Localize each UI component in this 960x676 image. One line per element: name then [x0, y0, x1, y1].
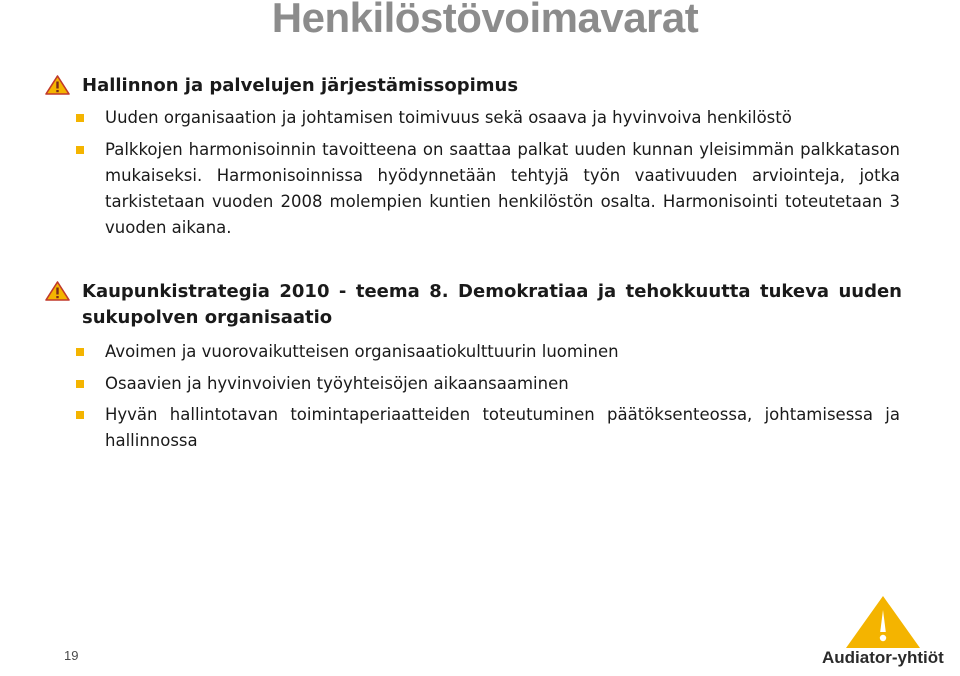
- warning-icon: [45, 75, 70, 95]
- audiator-logo-icon: [844, 594, 922, 650]
- bullet-text: Palkkojen harmonisoinnin tavoitteena on saattaa palkat uuden kunnan yleisimmän palkkatason mukaiseksi. Harmonisoinnissa hyödynnetään tehtyjä työn vaativuuden arviointeja, jotka tarkistetaan vuoden 2008 molempien kuntien henkilöstön osalta. Harmonisointi toteutetaan 3 vuoden aikana.: [105, 140, 900, 237]
- bullet-text: Hyvän hallintotavan toimintaperiaatteiden toteutuminen päätöksenteossa, johtamisessa ja hallinnossa: [105, 405, 900, 450]
- section-heading: Hallinnon ja palvelujen järjestämissopimus: [82, 75, 519, 96]
- bullet-marker: [76, 348, 84, 356]
- logo-text: Audiator-yhtiöt: [822, 648, 944, 667]
- bullet-marker: [76, 146, 84, 154]
- page-title: Henkilöstövoimavarat: [271, 0, 699, 41]
- bullet-marker: [76, 411, 84, 419]
- page-number: 19: [64, 648, 79, 663]
- warning-icon: [45, 281, 70, 301]
- section-heading: Kaupunkistrategia 2010 - teema 8. Demokratiaa ja tehokkuutta tukeva uuden sukupolven organisaatio: [82, 281, 902, 328]
- bullet-marker: [76, 380, 84, 388]
- bullet-text: Uuden organisaation ja johtamisen toimivuus sekä osaava ja hyvinvoiva henkilöstö: [105, 108, 792, 127]
- bullet-marker: [76, 114, 84, 122]
- bullet-text: Osaavien ja hyvinvoivien työyhteisöjen aikaansaaminen: [105, 374, 569, 393]
- bullet-text: Avoimen ja vuorovaikutteisen organisaatiokulttuurin luominen: [105, 342, 619, 361]
